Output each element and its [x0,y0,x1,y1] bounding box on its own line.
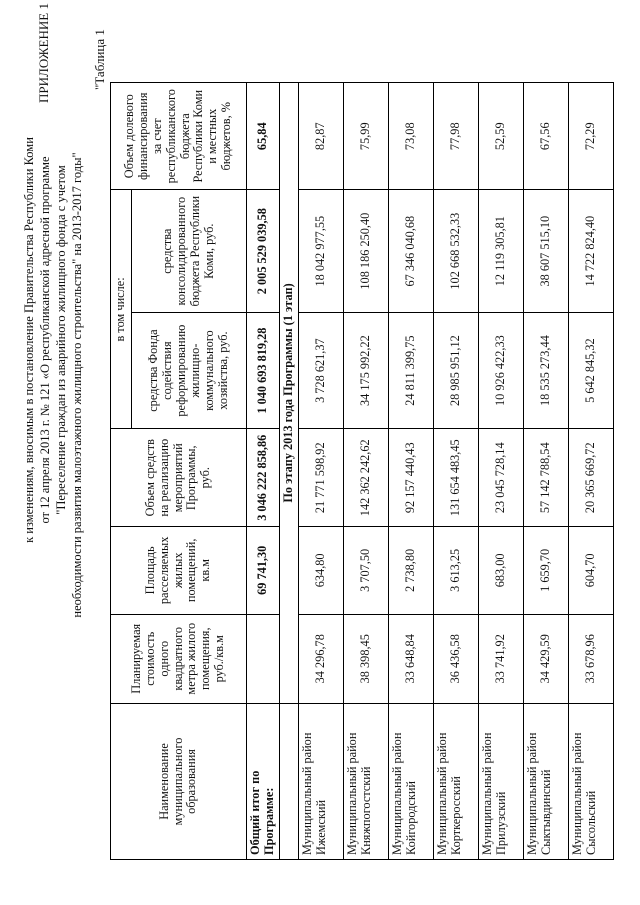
cell-share: 67,56 [523,83,568,190]
cell-total: 131 654 483,45 [433,429,478,527]
cell-fund: 10 926 422,33 [478,312,523,429]
header-name: Наименование муниципального образования [111,703,247,859]
cell-cost: 38 398,45 [343,614,388,703]
cell-fund: 28 985 951,12 [433,312,478,429]
cell-budget: 12 119 305,81 [478,190,523,312]
cell-name: Муниципальный район Княжпогостский [343,703,388,859]
cell-share: 72,29 [568,83,613,190]
table-row [523,83,568,860]
total-fund: 1 040 693 819,28 [247,312,280,429]
table-body [298,83,613,860]
header-row-1 [111,83,132,860]
stage-row [279,83,298,860]
cell-fund: 24 811 399,75 [388,312,433,429]
table-row [433,83,478,860]
programme-table [110,82,614,860]
cell-budget: 14 722 824,40 [568,190,613,312]
cell-share: 75,99 [343,83,388,190]
table-row [478,83,523,860]
cell-area: 1 659,70 [523,527,568,614]
cell-area: 3 613,25 [433,527,478,614]
total-share: 65,84 [247,83,280,190]
cell-fund: 34 175 992,22 [343,312,388,429]
cell-name: Муниципальный район Сысольский [568,703,613,859]
header-fund: средства Фонда содействия реформированию жилищно-коммунального хозяйства, руб. [132,312,247,429]
cell-cost: 33 678,96 [568,614,613,703]
cell-name: Муниципальный район Койгородский [388,703,433,859]
subtitle-line-1: к изменениям, вносимым в постановление Правительства Республики Коми [22,137,36,543]
header-including: в том числе: [111,190,132,429]
cell-total: 92 157 440,43 [388,429,433,527]
cell-budget: 102 668 532,33 [433,190,478,312]
cell-share: 82,87 [298,83,343,190]
cell-fund: 18 535 273,44 [523,312,568,429]
header-cost: Планируемая стоимость одного квадратного метра жилого помещения, руб./кв.м [111,614,247,703]
cell-area: 3 707,50 [343,527,388,614]
table-row [388,83,433,860]
cell-share: 52,59 [478,83,523,190]
header-budget: средства консолидированного бюджета Республики Коми, руб. [132,190,247,312]
cell-cost: 33 741,92 [478,614,523,703]
subtitle-line-2: от 12 апреля 2013 г. № 121 «О республиканской адресной программе [38,156,52,524]
table-row [568,83,613,860]
cell-area: 634,80 [298,527,343,614]
cell-budget: 108 186 250,40 [343,190,388,312]
cell-share: 73,08 [388,83,433,190]
header-share: Объем долевого финансирования за счет республиканского бюджета Республики Коми и местных бюджетов, % [111,83,247,190]
cell-total: 57 142 788,54 [523,429,568,527]
cell-total: 142 362 242,62 [343,429,388,527]
cell-name: Муниципальный район Сыктывдинский [523,703,568,859]
total-area: 69 741,30 [247,527,280,614]
total-name: Общий итог по Программе: [247,703,280,859]
header-area: Площадь расселяемых жилых помещений, кв.м [111,527,247,614]
subtitle-line-4: необходимости развития малоэтажного жилищного строительства" на 2013-2017 годы" [70,152,84,618]
cell-total: 23 045 728,14 [478,429,523,527]
total-cost [247,614,280,703]
cell-budget: 38 607 515,10 [523,190,568,312]
total-amount: 3 046 222 858,86 [247,429,280,527]
subtitle-line-3: "Переселение граждан из аварийного жилищного фонда с учетом [54,165,68,515]
total-row [247,83,280,860]
cell-fund: 3 728 621,37 [298,312,343,429]
stage-label: По этапу 2013 года Программы (1 этап) [279,83,298,704]
cell-fund: 5 642 845,32 [568,312,613,429]
cell-total: 21 771 598,92 [298,429,343,527]
cell-share: 77,98 [433,83,478,190]
cell-name: Муниципальный район Ижемский [298,703,343,859]
header-total: Объем средств на реализацию мероприятий Программы, руб. [111,429,247,527]
cell-name: Муниципальный район Прилузский [478,703,523,859]
table-row [343,83,388,860]
cell-area: 683,00 [478,527,523,614]
cell-name: Муниципальный район Корткеросский [433,703,478,859]
cell-cost: 33 648,84 [388,614,433,703]
cell-area: 2 738,80 [388,527,433,614]
cell-area: 604,70 [568,527,613,614]
table-caption: "Таблица 1 [92,29,107,90]
table-row [298,83,343,860]
total-budget: 2 005 529 039,58 [247,190,280,312]
cell-budget: 18 042 977,55 [298,190,343,312]
cell-cost: 34 429,59 [523,614,568,703]
cell-total: 20 365 669,72 [568,429,613,527]
appendix-title: ПРИЛОЖЕНИЕ 1 [36,3,51,103]
cell-cost: 34 296,78 [298,614,343,703]
cell-budget: 67 346 040,68 [388,190,433,312]
cell-cost: 36 436,58 [433,614,478,703]
